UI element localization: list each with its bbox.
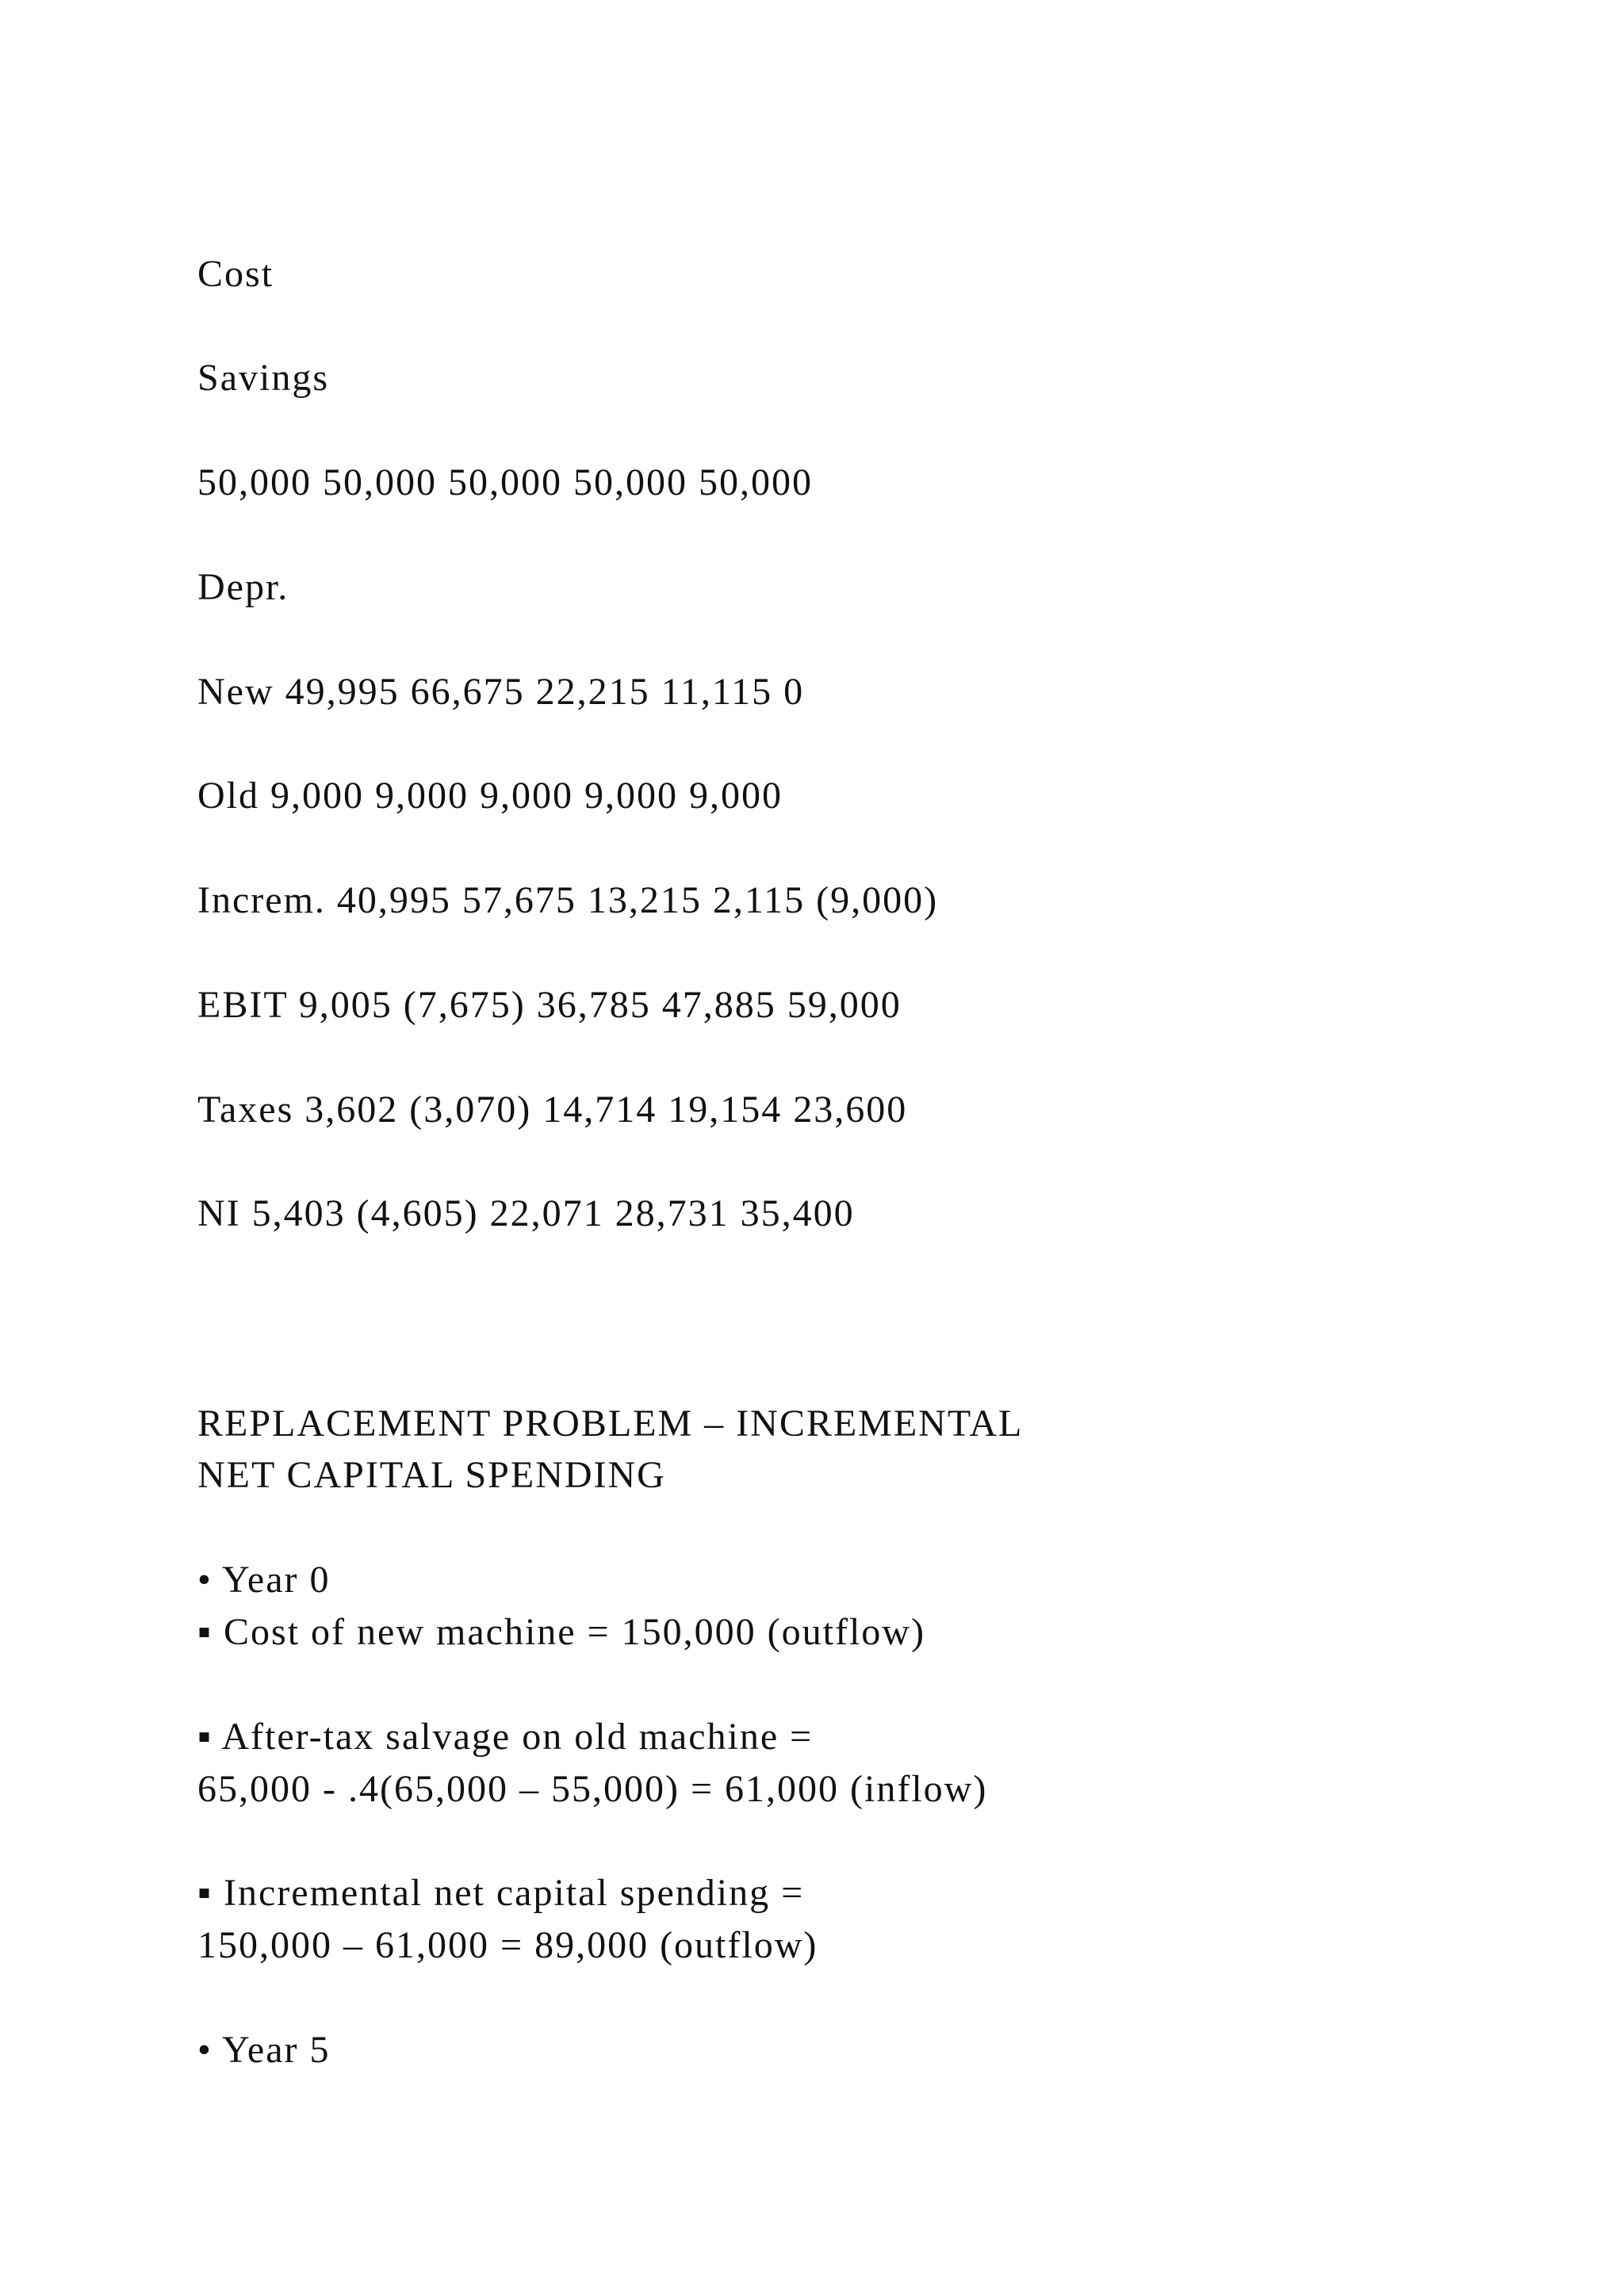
section-title-line-2: NET CAPITAL SPENDING <box>197 1454 666 1496</box>
taxes-row: Taxes 3,602 (3,070) 14,714 19,154 23,600 <box>197 1089 908 1131</box>
old-depr-row: Old 9,000 9,000 9,000 9,000 9,000 <box>197 775 783 817</box>
savings-label: Savings <box>197 357 330 399</box>
bullet-year-0: • Year 0 <box>197 1559 331 1601</box>
incremental-depr-row: Increm. 40,995 57,675 13,215 2,115 (9,000) <box>197 879 939 921</box>
bullet-after-tax-salvage: ▪ After-tax salvage on old machine = <box>197 1716 814 1758</box>
savings-values: 50,000 50,000 50,000 50,000 50,000 <box>197 461 813 503</box>
cost-label: Cost <box>197 253 274 295</box>
bullet-year-5: • Year 5 <box>197 2029 331 2071</box>
depreciation-label: Depr. <box>197 566 289 608</box>
ebit-row: EBIT 9,005 (7,675) 36,785 47,885 59,000 <box>197 984 902 1026</box>
new-depr-row: New 49,995 66,675 22,215 11,115 0 <box>197 671 805 713</box>
net-income-row: NI 5,403 (4,605) 22,071 28,731 35,400 <box>197 1192 855 1234</box>
incremental-ncs-calculation: 150,000 – 61,000 = 89,000 (outflow) <box>197 1924 818 1966</box>
bullet-cost-new-machine: ▪ Cost of new machine = 150,000 (outflow) <box>197 1611 925 1653</box>
section-title-line-1: REPLACEMENT PROBLEM – INCREMENTAL <box>197 1402 1024 1445</box>
salvage-calculation: 65,000 - .4(65,000 – 55,000) = 61,000 (inflow) <box>197 1768 988 1810</box>
bullet-incremental-ncs: ▪ Incremental net capital spending = <box>197 1872 805 1914</box>
